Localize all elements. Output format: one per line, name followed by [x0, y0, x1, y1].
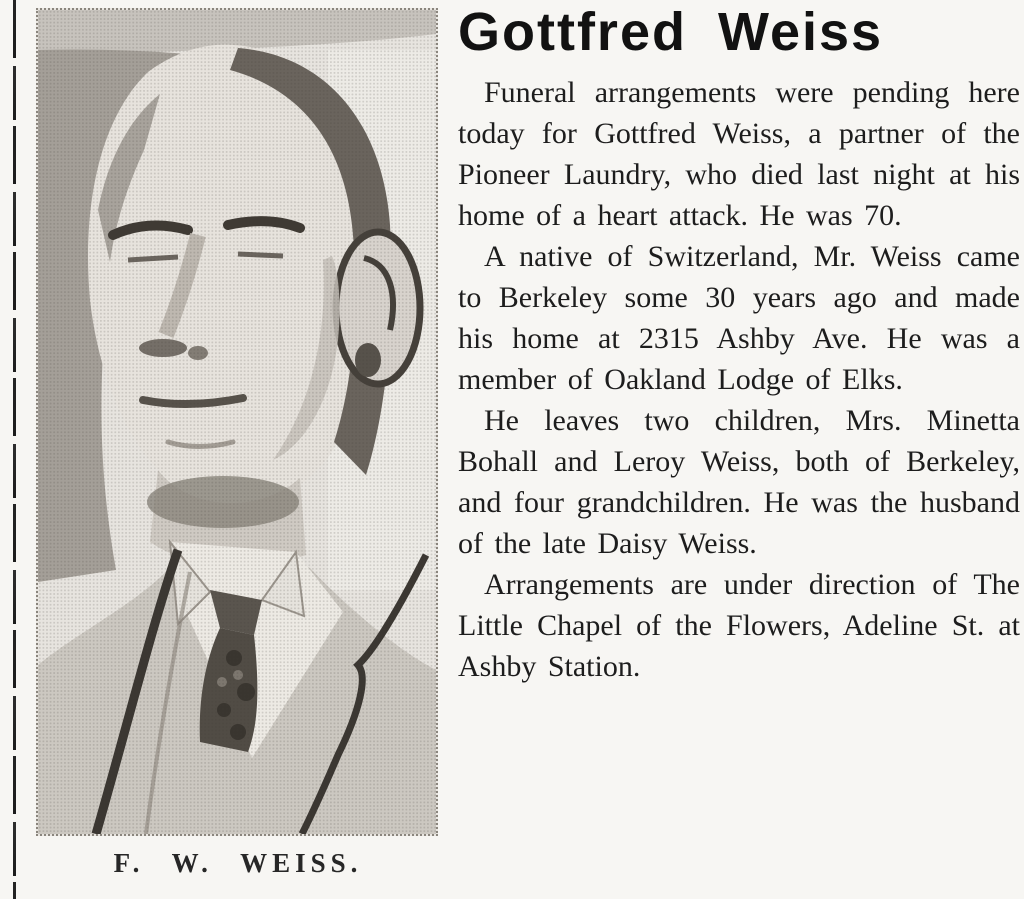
photo-caption: F. W. WEISS.	[113, 848, 363, 878]
ear	[336, 232, 420, 384]
portrait-illustration	[38, 10, 436, 834]
article-paragraph-1: Funeral arrangements were pending here today for Gottfred Weiss, a partner of the Pioneer Laundry, who died last night at his home of a heart attack. He was 70.	[458, 76, 1020, 233]
article-paragraph-3: He leaves two children, Mrs. Minetta Bohall and Leroy Weiss, both of Berkeley, and four grandchildren. He was the husband of the late Daisy Weiss.	[458, 404, 1020, 561]
article-paragraph-2: A native of Switzerland, Mr. Weiss came to Berkeley some 30 years ago and made his home at 2315 Ashby Ave. He was a member of Oakland Lodge of Elks.	[458, 240, 1020, 397]
obituary-article	[458, 4, 1020, 687]
article-paragraph-4: Arrangements are under direction of The Little Chapel of the Flowers, Adeline St. at Ashby Station.	[458, 568, 1020, 684]
portrait-photo	[36, 8, 438, 836]
headline: Gottfred Weiss	[458, 2, 884, 62]
torn-edge-rule	[13, 0, 16, 899]
portrait-figure	[36, 8, 440, 879]
